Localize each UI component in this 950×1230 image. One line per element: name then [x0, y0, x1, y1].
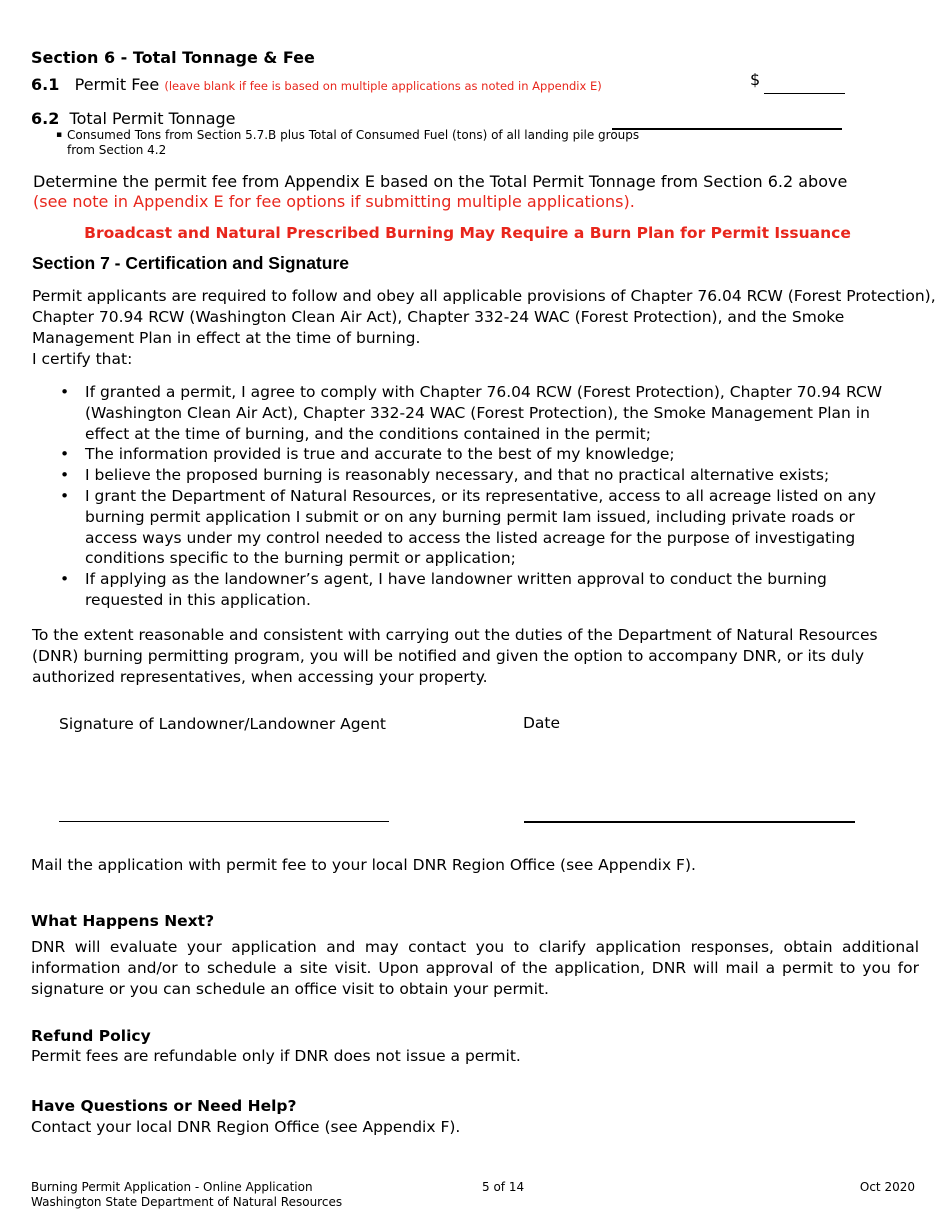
tonnage-sub-line2: from Section 4.2	[67, 143, 167, 157]
permit-fee-row	[31, 74, 602, 97]
tonnage-row	[31, 108, 236, 129]
permit-fee-label: Permit Fee	[74, 75, 160, 94]
tonnage-sub-line1: Consumed Tons from Section 5.7.B plus Total of Consumed Fuel (tons) of all landing pile groups	[67, 128, 640, 142]
bullet-icon: •	[60, 445, 70, 464]
next-text: DNR will evaluate your application and may contact you to clarify application responses, obtain additional information and/or to schedule a site visit. Upon approval of the application, DNR will mail a permit to you for signature or you can schedule an office visit to obtain your permit.	[31, 938, 919, 998]
bullet-icon: •	[60, 466, 70, 485]
mail-text: Mail the application with permit fee to your local DNR Region Office (see Appendix F).	[31, 856, 696, 874]
determine-text: Determine the permit fee from Appendix E based on the Total Permit Tonnage from Section 6.2 above	[33, 172, 848, 191]
list-item: • If granted a permit, I agree to comply with Chapter 76.04 RCW (Forest Protection), Chapter 70.94 RCW (Washington Clean Air Act), Chapter 332-24 WAC (Forest Protection), the Smoke Management Plan in effect at the time of burning, and the conditions contained in the permit;	[60, 383, 883, 443]
refund-title: Refund Policy	[31, 1027, 151, 1045]
list-item: • I believe the proposed burning is reasonably necessary, and that no practical alternative exists;	[60, 466, 830, 485]
refund-text: Permit fees are refundable only if DNR does not issue a permit.	[31, 1047, 521, 1065]
extent-text: To the extent reasonable and consistent with carrying out the duties of the Department of Natural Resources (DNR) burning permitting program, you will be notified and given the option to accompany DNR, or its duly authorized representatives, when accessing your property.	[32, 626, 878, 686]
square-bullet-icon: ▪	[56, 130, 63, 140]
footer-form-name: Burning Permit Application - Online Application	[31, 1180, 313, 1194]
date-field[interactable]	[524, 821, 855, 823]
determine-note: (see note in Appendix E for fee options if submitting multiple applications).	[33, 192, 635, 211]
signature-label: Signature of Landowner/Landowner Agent	[59, 715, 386, 733]
footer-date: Oct 2020	[859, 1180, 915, 1194]
next-title: What Happens Next?	[31, 912, 215, 930]
list-item: • The information provided is true and accurate to the best of my knowledge;	[60, 445, 675, 464]
help-title: Have Questions or Need Help?	[31, 1097, 297, 1115]
permit-fee-note: (leave blank if fee is based on multiple applications as noted in Appendix E)	[164, 79, 602, 93]
certification-list	[33, 382, 888, 611]
date-label: Date	[523, 714, 561, 732]
currency-symbol: $	[750, 70, 761, 89]
bullet-icon: •	[60, 570, 70, 589]
burn-plan-notice: Broadcast and Natural Prescribed Burning May Require a Burn Plan for Permit Issuance	[84, 224, 851, 242]
section6-title: Section 6 - Total Tonnage & Fee	[31, 48, 315, 67]
permit-fee-field[interactable]	[764, 93, 845, 94]
list-item: • If applying as the landowner’s agent, I have landowner written approval to conduct the burning requested in this application.	[60, 570, 827, 609]
bullet-icon: •	[60, 486, 70, 505]
section7-intro	[32, 286, 936, 370]
certify-text: I certify that:	[32, 350, 133, 368]
bullet-icon: •	[60, 383, 70, 401]
page-number: 5 of 14	[482, 1180, 525, 1194]
tonnage-number: 6.2	[31, 109, 60, 128]
section7-title: Section 7 - Certification and Signature	[32, 253, 349, 273]
footer-left	[31, 1180, 342, 1210]
tonnage-sub-item	[56, 128, 639, 158]
intro-line3: Management Plan in effect at the time of burning.	[32, 329, 421, 347]
intro-line1: Permit applicants are required to follow and obey all applicable provisions of Chapter 76.04 RCW (Forest Protection),	[32, 287, 936, 305]
intro-line2: Chapter 70.94 RCW (Washington Clean Air Act), Chapter 332-24 WAC (Forest Protection), and the Smoke	[32, 308, 845, 326]
tonnage-label: Total Permit Tonnage	[69, 109, 236, 128]
help-text: Contact your local DNR Region Office (see Appendix F).	[31, 1118, 461, 1136]
permit-fee-number: 6.1	[31, 75, 60, 94]
list-item: • I grant the Department of Natural Resources, or its representative, access to all acreage listed on any burning permit application I submit or on any burning permit Iam issued, including private roads or access ways under my control needed to access the listed acreage for the purpose of investigating conditions specific to the burning permit or application;	[60, 486, 877, 568]
tonnage-field[interactable]	[612, 128, 842, 130]
footer-department: Washington State Department of Natural Resources	[31, 1195, 343, 1209]
signature-field[interactable]	[59, 821, 389, 822]
